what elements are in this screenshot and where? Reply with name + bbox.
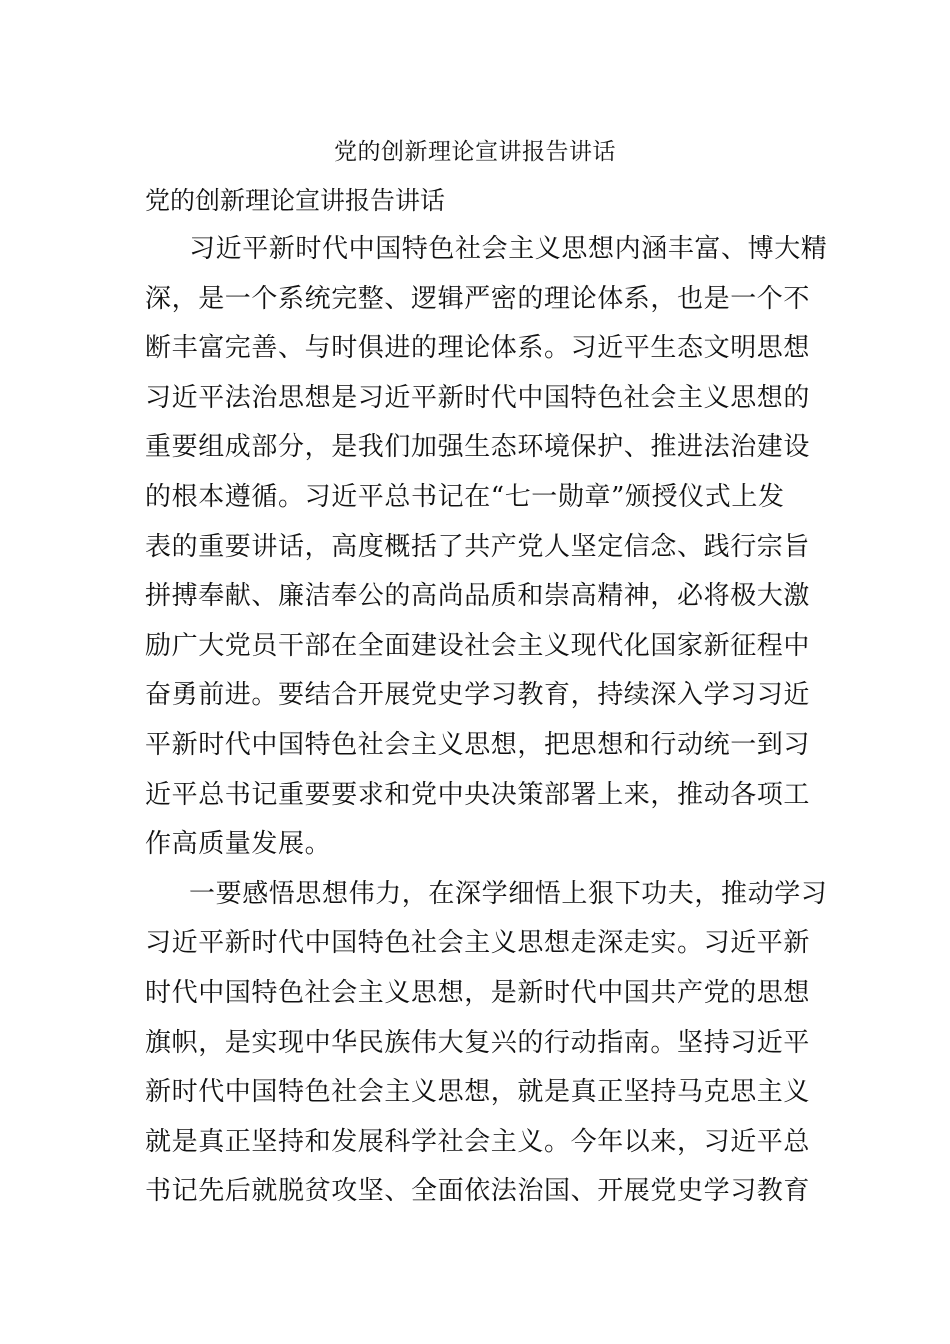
paragraph-2-line: 就是真正坚持和发展科学社会主义。今年以来，习近平总	[145, 1126, 811, 1157]
document-body	[145, 225, 828, 1217]
paragraph-2-line: 书记先后就脱贫攻坚、全面依法治国、开展党史学习教育	[145, 1176, 811, 1207]
paragraph-1-line: 奋勇前进。要结合开展党史学习教育，持续深入学习习近	[145, 680, 811, 711]
document-subtitle: 党的创新理论宣讲报告讲话	[145, 186, 446, 215]
paragraph-1-line: 励广大党员干部在全面建设社会主义现代化国家新征程中	[145, 630, 811, 661]
paragraph-1-line: 深，是一个系统完整、逻辑严密的理论体系，也是一个不	[145, 283, 811, 314]
paragraph-1-line: 习近平新时代中国特色社会主义思想内涵丰富、博大精	[189, 234, 828, 264]
paragraph-1-line: 拼搏奉献、廉洁奉公的高尚品质和崇高精神，必将极大激	[145, 581, 811, 612]
paragraph-1-line: 的根本遵循。习近平总书记在“七一勋章”颁授仪式上发	[145, 481, 785, 512]
paragraph-2-line: 一要感悟思想伟力，在深学细悟上狠下功夫，推动学习	[189, 878, 828, 909]
paragraph-1-line: 近平总书记重要要求和党中央决策部署上来，推动各项工	[145, 779, 811, 810]
paragraph-2-line: 时代中国特色社会主义思想，是新时代中国共产党的思想	[145, 977, 811, 1008]
paragraph-1-line: 平新时代中国特色社会主义思想，把思想和行动统一到习	[145, 729, 811, 760]
paragraph-1-line: 作高质量发展。	[145, 829, 332, 860]
document-title: 党的创新理论宣讲报告讲话	[334, 139, 616, 165]
paragraph-2-line: 习近平新时代中国特色社会主义思想走深走实。习近平新	[145, 928, 811, 959]
paragraph-2-line: 旗帜，是实现中华民族伟大复兴的行动指南。坚持习近平	[145, 1027, 811, 1058]
paragraph-1-line: 习近平法治思想是习近平新时代中国特色社会主义思想的	[145, 382, 811, 413]
paragraph-1-line: 断丰富完善、与时俱进的理论体系。习近平生态文明思想	[145, 333, 811, 364]
paragraph-1-line: 表的重要讲话，高度概括了共产党人坚定信念、践行宗旨	[145, 531, 811, 562]
paragraph-2-line: 新时代中国特色社会主义思想，就是真正坚持马克思主义	[145, 1077, 811, 1108]
paragraph-1-line: 重要组成部分，是我们加强生态环境保护、推进法治建设	[145, 432, 811, 463]
